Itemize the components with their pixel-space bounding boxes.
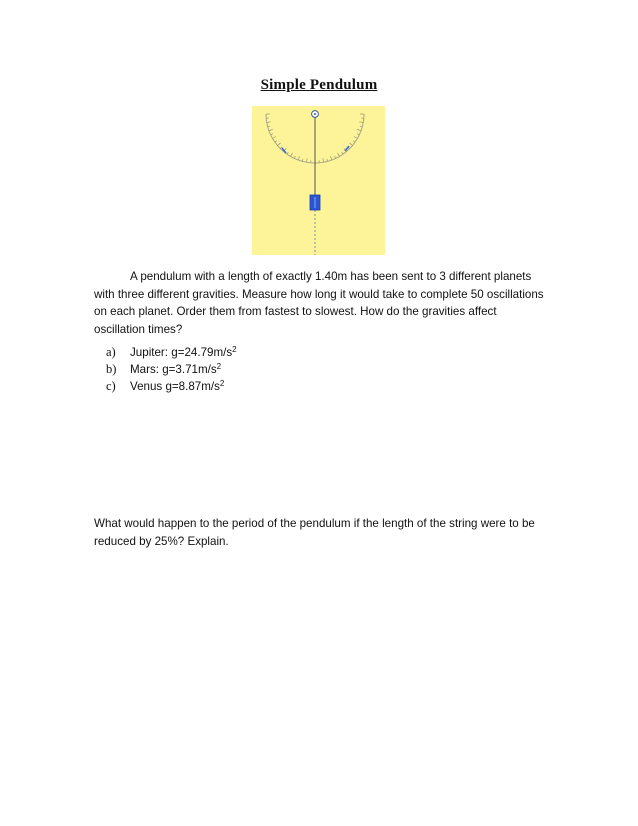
protractor-tick	[302, 159, 303, 161]
list-item	[106, 361, 237, 378]
question-paragraph: What would happen to the period of the pendulum if the length of the string were to be reduced by 25%? Explain.	[94, 517, 535, 548]
intro-paragraph	[94, 268, 546, 338]
protractor-tick	[267, 122, 271, 123]
pendulum-figure	[252, 106, 385, 255]
protractor-tick	[287, 152, 288, 154]
list-item-text: Venus $g=8.87m/s^2$	[130, 379, 225, 393]
protractor-tick	[335, 156, 336, 158]
protractor-tick	[353, 141, 355, 142]
protractor-tick	[268, 126, 270, 127]
protractor-tick	[342, 152, 343, 154]
protractor-tick	[354, 137, 357, 139]
intro-text: A pendulum with a length of exactly 1.40m has been sent to 3 different planets with three different gravities. Measure how long it would take to complete 50 oscillations on each planet. Order them from fastest to slowest. How do the gravities affect oscillation times?	[94, 270, 544, 336]
protractor-tick	[338, 153, 340, 156]
protractor-tick	[273, 137, 276, 139]
protractor-tick	[306, 158, 307, 162]
protractor-tick	[323, 158, 324, 162]
protractor-tick	[291, 153, 293, 156]
protractor-tick	[357, 134, 359, 135]
protractor-tick	[327, 159, 328, 161]
protractor-tick	[330, 156, 331, 160]
list-item-text: Jupiter: $g=24.79m/s^2$	[130, 345, 237, 359]
protractor-tick	[275, 141, 277, 142]
protractor-tick	[359, 122, 363, 123]
planet-list	[106, 344, 237, 395]
protractor-tick	[294, 156, 295, 158]
protractor-tick	[271, 134, 273, 135]
protractor-tick	[298, 156, 299, 160]
protractor-tick	[269, 129, 273, 130]
list-item-text: Mars: $g=3.71m/s^2$	[130, 362, 222, 376]
pendulum-illustration	[252, 106, 385, 255]
page-title: Simple Pendulum	[260, 77, 378, 93]
list-marker: c)	[106, 379, 116, 393]
list-marker: a)	[106, 345, 116, 359]
list-marker: b)	[106, 362, 117, 376]
protractor-tick	[357, 129, 361, 130]
list-item	[106, 344, 237, 361]
list-item	[106, 378, 237, 395]
protractor-tick	[277, 143, 280, 146]
protractor-tick	[349, 143, 352, 146]
protractor-tick	[360, 126, 362, 127]
